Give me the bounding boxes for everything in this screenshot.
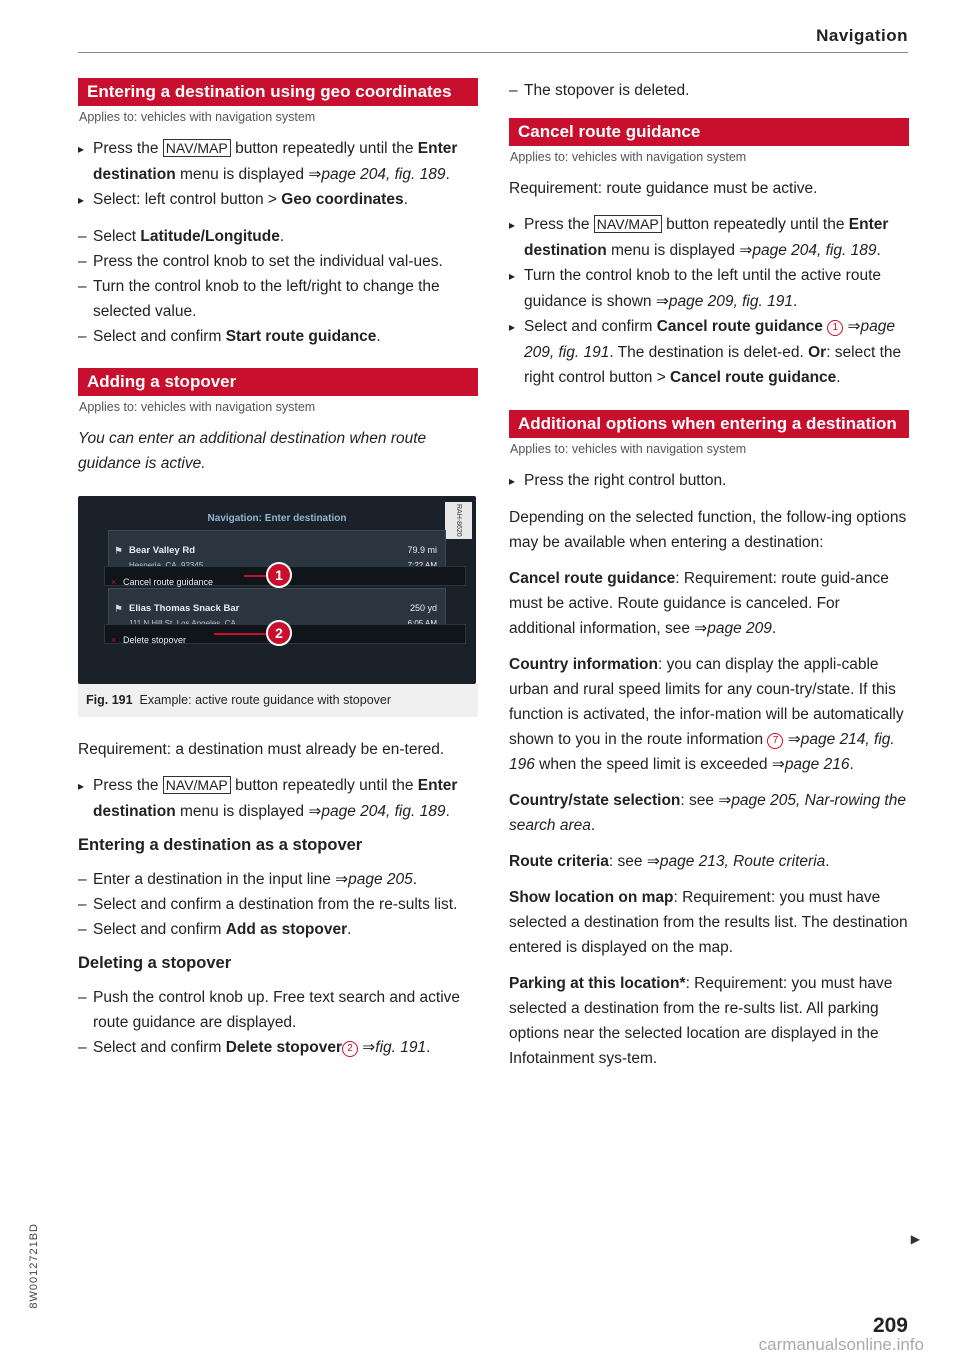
dash-item: – Select and confirm a destination from the re-sults list. [78,892,478,917]
option-label: Delete stopover [123,635,187,645]
page-reference: ⇒page 216 [771,756,850,773]
callout-ref-1: 1 [827,320,843,336]
callout-ref-7: 7 [767,733,783,749]
page-reference: ⇒page 209, fig. 191 [524,318,896,361]
dash-item: – Select and confirm Delete stopover 2 ⇒fig. 191. [78,1035,478,1060]
nav-map-key: NAV/MAP [163,776,231,794]
destination-name: Bear Valley Rd [129,545,196,556]
destination-distance: 79.9 mi [407,545,437,555]
instruction-step: ▸ Press the NAV/MAP button repeatedly until the Enter destination menu is displayed ⇒page 204, fig. 189. [509,212,909,263]
figure-caption: Fig. 191 Example: active route guidance with stopover [78,684,478,717]
subheading-delete-stopover: Deleting a stopover [78,954,232,972]
dash-item: – Select Latitude/Longitude. [78,224,478,249]
requirement-text: Requirement: route guidance must be active. [509,180,818,197]
destination-flag-icon: ⚑ [114,546,123,557]
document-code: 8W0012721BD [28,1223,40,1309]
applies-to-note: Applies to: vehicles with navigation system [510,150,747,164]
callout-ref-2: 2 [342,1041,358,1057]
option-label: Cancel route guidance [123,577,214,587]
dash-item: – Select and confirm Start route guidance. [78,324,478,349]
stopover-flag-icon: ⚑ [114,604,123,615]
page-reference: ⇒page 205, Nar-rowing the search area [509,792,906,834]
page-number: 209 [872,1314,908,1337]
nav-map-key: NAV/MAP [163,139,231,157]
section-title-geo-coordinates: Entering a destination using geo coordinates [78,78,478,106]
instruction-step: ▸ Press the NAV/MAP button repeatedly until the Enter destination menu is displayed ⇒page 204, fig. 189. [78,136,478,187]
applies-to-note: Applies to: vehicles with navigation system [79,400,316,414]
page-reference: ⇒page 204, fig. 189 [308,803,446,820]
page-reference: ⇒page 209, fig. 191 [655,293,793,310]
section-intro: You can enter an additional destination when route guidance is active. [78,430,427,472]
dash-item: – Select and confirm Add as stopover. [78,917,478,942]
option-definition: Country/state selection: see ⇒page 205, Nar-rowing the search area. [509,792,906,834]
callout-1: 1 [266,562,292,588]
instruction-step: ▸ Turn the control knob to the left until the active route guidance is shown ⇒page 209, fig. 191. [509,263,909,314]
dash-item: – Enter a destination in the input line ⇒page 205. [78,867,478,892]
applies-to-note: Applies to: vehicles with navigation system [510,442,747,456]
option-definition: Cancel route guidance: Requirement: route guid-ance must be active. Route guidance is canceled. For additional information, see ⇒page 209. [509,570,889,637]
figure-nav-screen [78,496,476,684]
continue-arrow-icon: ▶ [910,1232,920,1246]
close-icon: × [111,635,117,645]
option-definition: Country information: you can display the appli-cable urban and rural speed limits for any coun-try/state. If this function is activated, the infor-mation will be automatically shown to you in the route information 7 ⇒page 214, fig. 196 when the speed limit is exceeded ⇒page 216. [509,656,904,773]
dash-item: – Push the control knob up. Free text search and active route guidance are displayed. [78,985,478,1035]
option-definition: Show location on map: Requirement: you must have selected a destination from the results list. The destination entered is displayed on the map. [509,889,908,956]
stopover-name: Elias Thomas Snack Bar [129,603,240,614]
dash-item: – Turn the control knob to the left/right to change the selected value. [78,274,478,324]
instruction-step: ▸ Select and confirm Cancel route guidance 1 ⇒page 209, fig. 191. The destination is delet-ed. Or: select the right control button > Cancel route guidance. [509,314,909,390]
applies-to-note: Applies to: vehicles with navigation system [79,110,316,124]
page-reference: ⇒page 204, fig. 189 [308,166,446,183]
nav-map-key: NAV/MAP [594,215,662,233]
instruction-step: ▸ Select: left control button > Geo coordinates. [78,187,478,213]
close-icon: × [111,577,117,587]
section-title-additional-options: Additional options when entering a destination [509,410,909,438]
page-reference: ⇒page 205 [335,871,413,888]
section-title-cancel-guidance: Cancel route guidance [509,118,909,146]
callout-2: 2 [266,620,292,646]
subheading-enter-stopover: Entering a destination as a stopover [78,836,363,854]
instruction-step: ▸ Press the NAV/MAP button repeatedly until the Enter destination menu is displayed ⇒page 204, fig. 189. [78,773,478,824]
page-reference: ⇒page 204, fig. 189 [739,242,877,259]
option-definition: Route criteria: see ⇒page 213, Route criteria. [509,853,830,870]
watermark: carmanualsonline.info [758,1335,924,1354]
screen-title: Navigation: Enter destination [207,513,347,524]
instruction-step: ▸ Press the right control button. [509,468,909,494]
left-column [78,78,478,1060]
dash-item: – Press the control knob to set the individual val-ues. [78,249,478,274]
page-reference: ⇒page 214, fig. 196 [509,731,895,773]
right-column [509,78,909,1082]
page-header-title: Navigation [816,26,908,45]
header-rule [78,52,908,53]
option-definition: Parking at this location*: Requirement: you must have selected a destination from the re-sults list. All parking options near the selected location are displayed in the Infotainment sys-tem. [509,975,893,1067]
figure-ref-code: RAH-8620 [445,502,472,539]
dash-item: – The stopover is deleted. [509,78,909,103]
intro-text: Depending on the selected function, the follow-ing options may be available when entering a destination: [509,509,907,551]
stopover-distance: 250 yd [409,603,437,613]
page-reference: ⇒page 209 [694,620,772,637]
figure-reference: ⇒fig. 191 [362,1039,427,1056]
requirement-text: Requirement: a destination must already be en-tered. [78,741,445,758]
page-reference: ⇒page 213, Route criteria [646,853,826,870]
section-title-adding-stopover: Adding a stopover [78,368,478,396]
